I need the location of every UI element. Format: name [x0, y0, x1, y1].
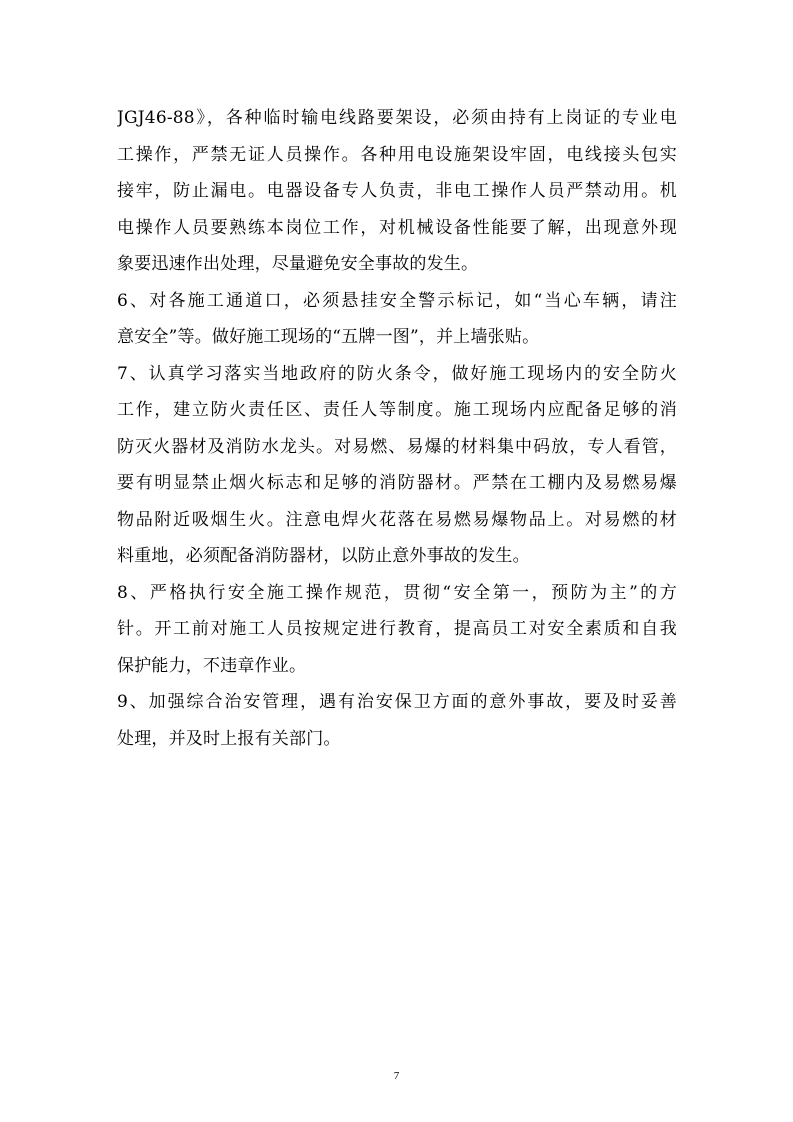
text-line: 9、加强综合治安管理，遇有治安保卫方面的意外事故，要及时妥善	[117, 692, 677, 712]
document-body	[117, 100, 677, 757]
text-line: 物品附近吸烟生火。注意电焊火花落在易燃易爆物品上。对易燃的材	[117, 509, 677, 530]
page-number: 7	[393, 1070, 400, 1082]
text-line: 防灭火器材及消防水龙头。对易燃、易爆的材料集中码放，专人看管，	[117, 436, 677, 457]
text-line: 7、认真学习落实当地政府的防火条令，做好施工现场内的安全防火	[117, 363, 677, 384]
text-line: 保护能力，不违章作业。	[117, 655, 307, 676]
text-line: 针。开工前对施工人员按规定进行教育，提高员工对安全素质和自我	[117, 619, 677, 639]
text-line: 意安全”等。做好施工现场的“五牌一图”，并上墙张贴。	[117, 327, 540, 347]
text-line: 处理，并及时上报有关部门。	[117, 728, 341, 749]
text-line: 要有明显禁止烟火标志和足够的消防器材。严禁在工棚内及易燃易爆	[117, 473, 677, 493]
text-line: 料重地，必须配备消防器材，以防止意外事故的发生。	[117, 546, 530, 566]
paragraph-electrical-safety	[117, 100, 677, 283]
text-line: 6、对各施工通道口，必须悬挂安全警示标记，如“当心车辆，请注	[117, 290, 677, 311]
paragraph-item-8	[117, 575, 677, 685]
paragraph-item-6	[117, 283, 677, 356]
text-line: 8、严格执行安全施工操作规范，贯彻“安全第一，预防为主”的方	[117, 582, 677, 603]
text-line: JGJ46-88》，各种临时输电线路要架设，必须由持有上岗证的专业电	[117, 108, 677, 128]
text-line: 接牢，防止漏电。电器设备专人负责，非电工操作人员严禁动用。机	[117, 181, 677, 201]
paragraph-item-9	[117, 684, 677, 757]
paragraph-item-7	[117, 356, 677, 575]
text-line: 象要迅速作出处理，尽量避免安全事故的发生。	[117, 254, 479, 274]
text-line: 工操作，严禁无证人员操作。各种用电设施架设牢固，电线接头包实	[117, 144, 677, 165]
text-line: 工作，建立防火责任区、责任人等制度。施工现场内应配备足够的消	[117, 400, 677, 420]
text-line: 电操作人员要熟练本岗位工作，对机械设备性能要了解，出现意外现	[117, 217, 677, 238]
